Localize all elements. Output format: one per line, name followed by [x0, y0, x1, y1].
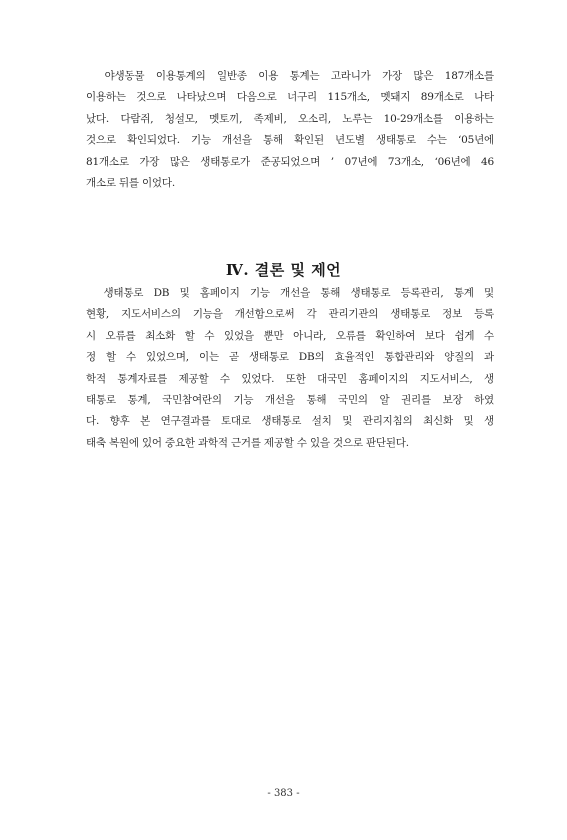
- paragraph-line: 81개소로 가장 많은 생태통로가 준공되었으며 ’ 07년에 73개소, ‘06년에 46: [86, 155, 494, 168]
- paragraph-line: 이용하는 것으로 나타났으며 다음으로 너구리 115개소, 멧돼지 89개소로 나타: [86, 91, 494, 104]
- paragraph-line: 시 오류를 최소화 할 수 있었을 뿐만 아니라, 오류를 확인하여 보다 쉽게 수: [86, 329, 494, 342]
- paragraph-line: 태통로 통계, 국민참여란의 기능 개선을 통해 국민의 알 권리를 보장 하였: [86, 394, 494, 407]
- paragraph-line: 야생동물 이용통계의 일반종 이용 통계는 고라니가 가장 많은 187개소를: [86, 70, 494, 82]
- body-paragraph-conclusion: [86, 283, 494, 454]
- paragraph-line: 것으로 확인되었다. 기능 개선을 통해 확인된 년도별 생태통로 수는 ‘05년에: [86, 134, 494, 147]
- body-paragraph-statistics: [86, 66, 494, 194]
- paragraph-line: 났다. 다람쥐, 청설모, 멧토끼, 족제비, 오소리, 노루는 10-29개소를 이용하는: [86, 112, 494, 125]
- paragraph-line: 다. 향후 본 연구결과를 토대로 생태통로 설치 및 관리지침의 최신화 및 생: [86, 415, 494, 428]
- paragraph-line: 태축 복원에 있어 중요한 과학적 근거를 제공할 수 있을 것으로 판단된다.: [86, 436, 409, 449]
- page-number: - 383 -: [267, 788, 300, 799]
- paragraph-line: 현황, 지도서비스의 기능을 개선함으로써 각 관리기관의 생태통로 정보 등록: [86, 308, 494, 321]
- paragraph-line: 생태통로 DB 및 홈페이지 기능 개선을 통해 생태통로 등록관리, 통계 및: [86, 287, 494, 299]
- paragraph-line: 학적 통계자료를 제공할 수 있었다. 또한 대국민 홈페이지의 지도서비스, 생: [86, 372, 494, 385]
- paragraph-line: 정 할 수 있었으며, 이는 곧 생태통로 DB의 효율적인 통합관리와 양질의 과: [86, 351, 494, 364]
- paragraph-line: 개소로 뒤를 이었다.: [86, 177, 175, 190]
- section-heading: Ⅳ. 결론 및 제언: [225, 261, 342, 280]
